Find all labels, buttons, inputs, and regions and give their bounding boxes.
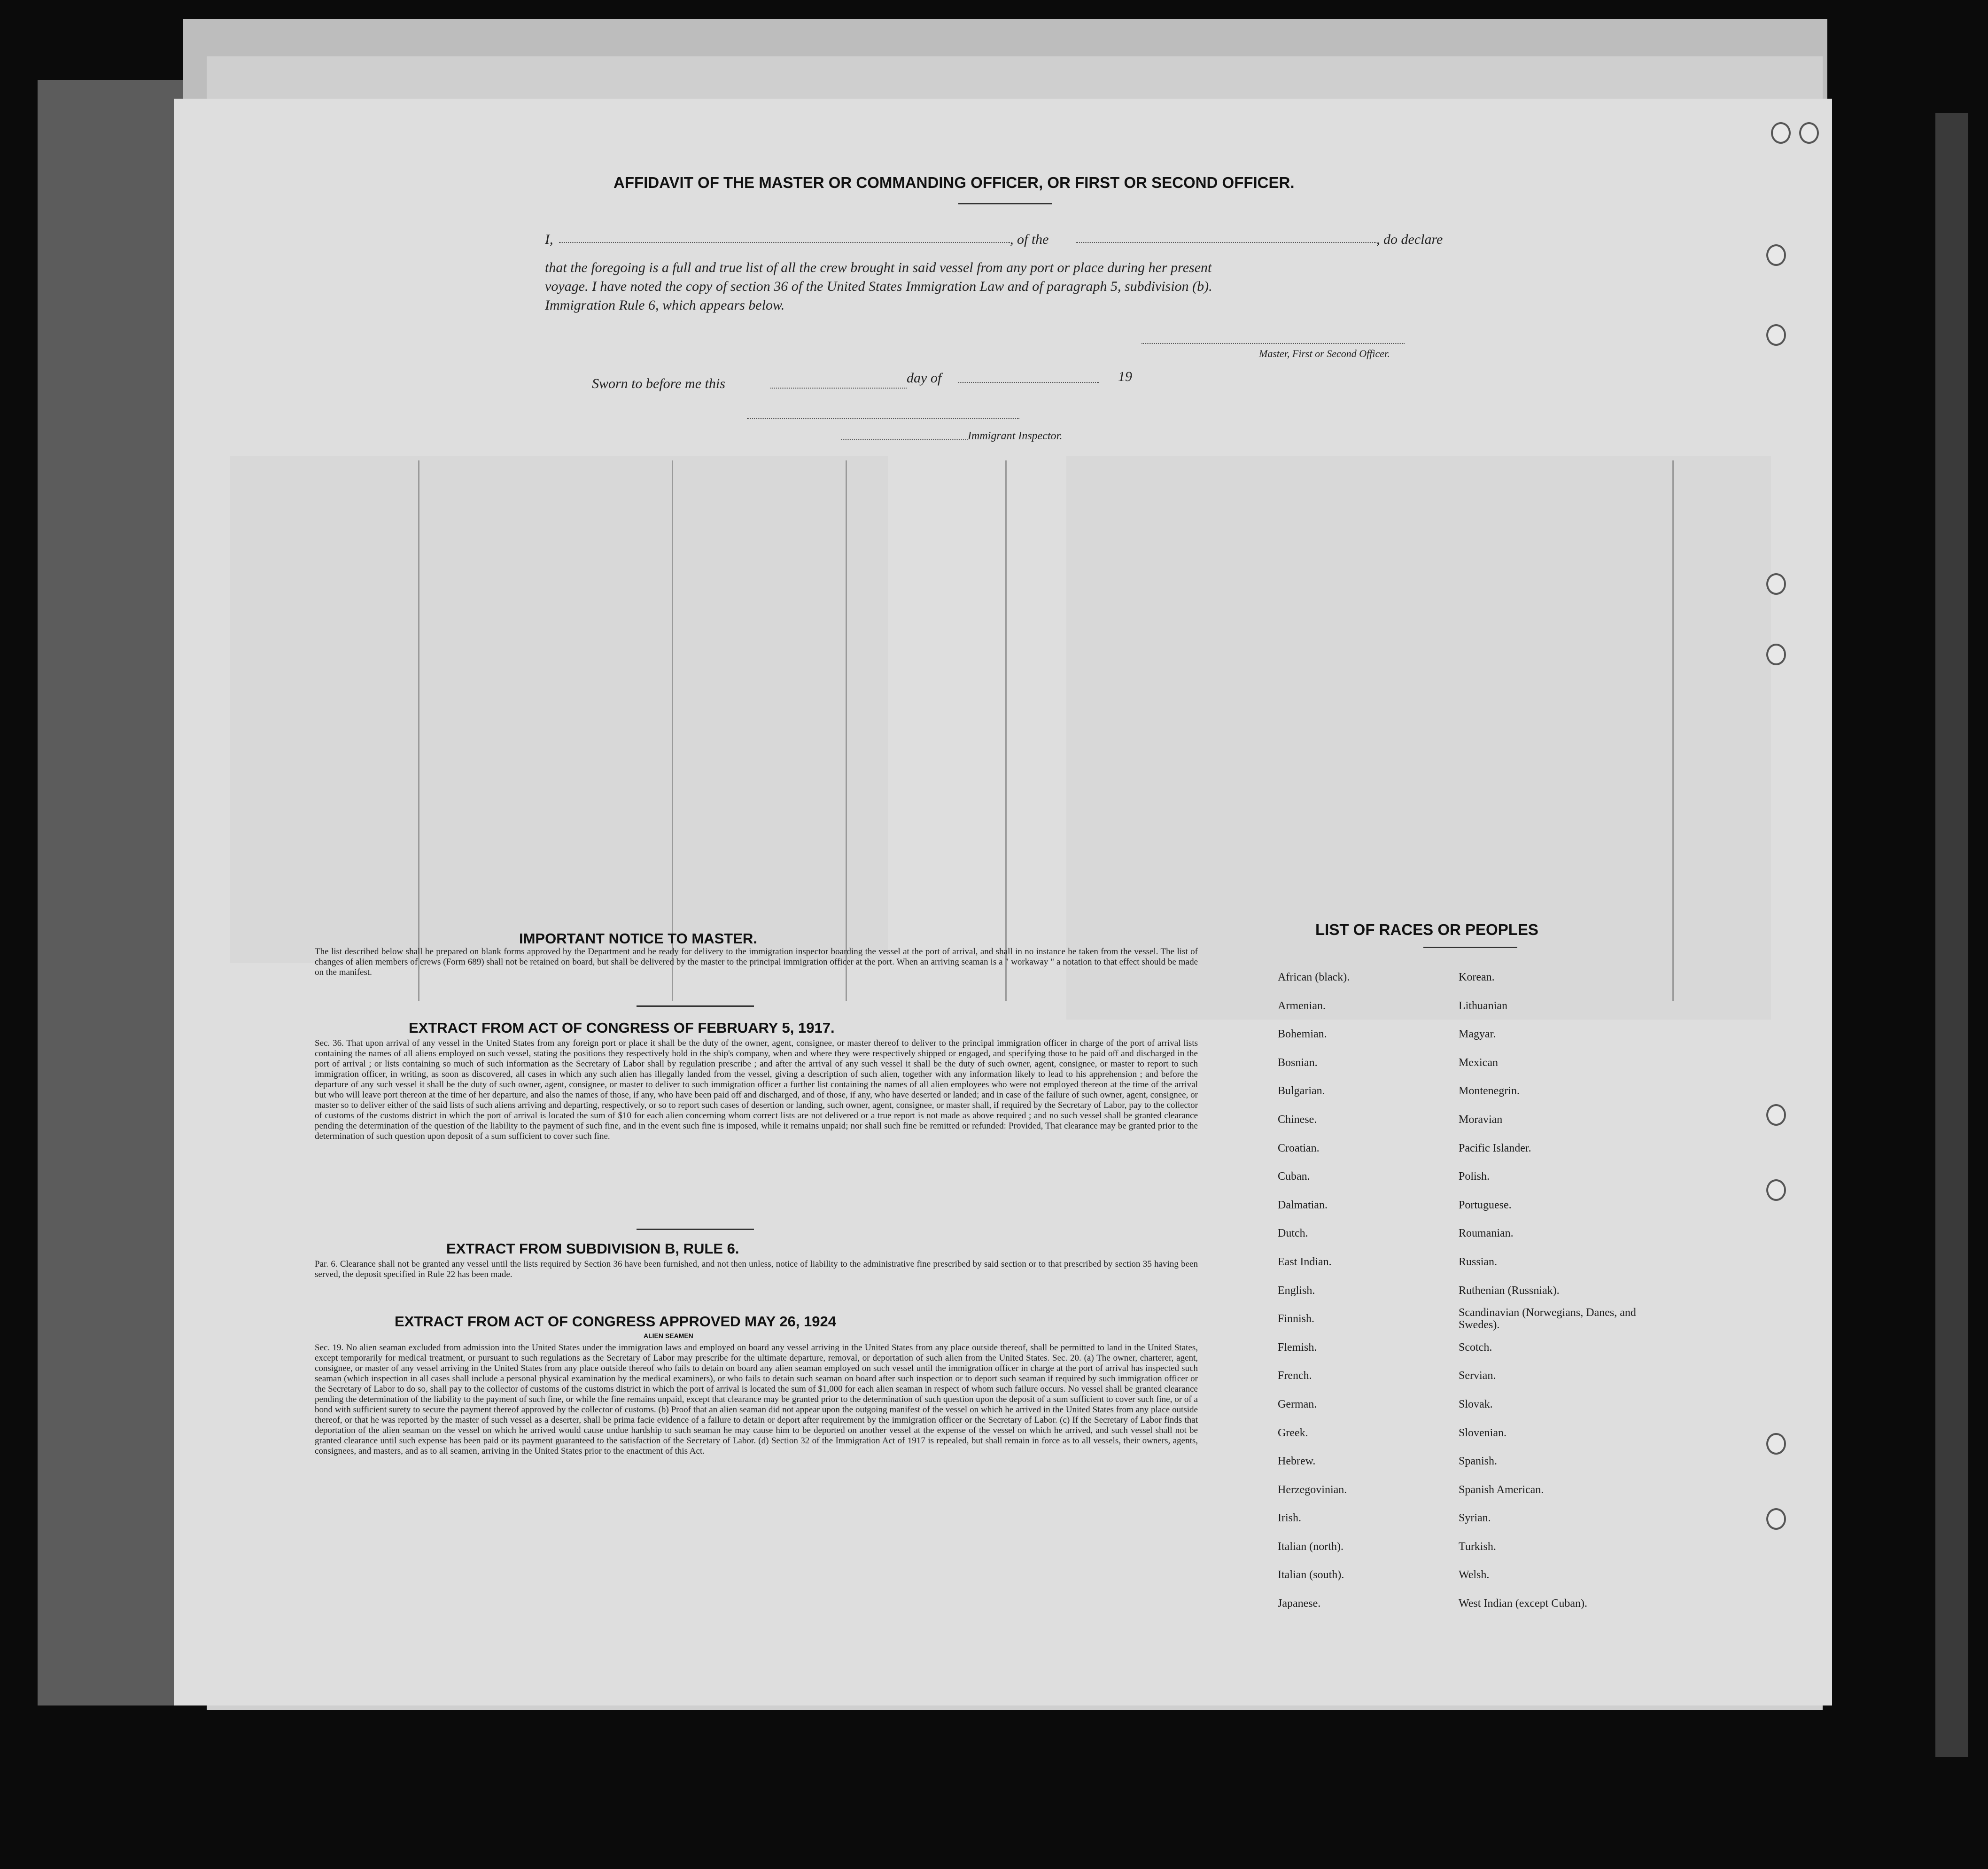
affidavit-of-the-label: , of the	[1010, 232, 1049, 247]
race-item: Pacific Islander.	[1459, 1142, 1531, 1154]
race-item: Scotch.	[1459, 1341, 1492, 1354]
divider	[637, 1229, 754, 1230]
race-item: Italian (south).	[1278, 1569, 1344, 1581]
binder-hole	[1766, 1433, 1786, 1455]
sworn-label: Sworn to before me this	[592, 376, 725, 391]
race-item: Ruthenian (Russniak).	[1459, 1284, 1560, 1297]
binder-hole	[1771, 122, 1791, 144]
race-item: Bosnian.	[1278, 1056, 1318, 1069]
binder-hole	[1766, 244, 1786, 266]
notice-title: IMPORTANT NOTICE TO MASTER.	[519, 930, 757, 947]
act-1924-text: Sec. 19. No alien seaman excluded from admission into the United States under the immigration laws and employed on board any vessel arriving in the United States from any place outside thereof, shall be permitted to land in the United States, except temporarily for medical treatment, or pursuant to such regulations as the Secretary of Labor may prescribe for the ultimate departure, removal, or deportation of such alien from the United States. Sec. 20. (a) The owner, charterer, agent, consignee, or master of any vessel arriving in the United States from any place outside thereof who fails to detain on board any alien seaman employed on such vessel until the immigration officer in charge at the port of arrival has inspected such seaman (which inspection in all cases shall include a personal physical examination by the medical examiners), or who fails to detain such seaman on board after such inspection or to deport such seaman if required by such immigration officer or the Secretary of Labor to do so, shall pay to the collector of customs of the customs district in which the port of arrival is located the sum of $1,000 for each alien seaman in respect of whom such failure occurs. No vessel shall be granted clearance pending the determination of the liability to the payment of such fine, or while the fine remains unpaid, except that clearance may be granted prior to the determination of such question upon the deposit of a sum sufficient to cover such fine, or of a bond with sufficient surety to secure the payment thereof approved by the collector of customs. (b) Proof that an alien seaman did not appear upon the outgoing manifest of the vessel on which he arrived in the United States from any place outside thereof, or that he was reported by the master of such vessel as a deserter, shall be prima facie evidence of a failure to detain or deport after requirement by the immigration officer or the Secretary of Labor. (c) If the Secretary of Labor finds that deportation of the alien seaman on the vessel on which he arrived would cause undue hardship to such seaman he may cause him to be deported on another vessel at the expense of the vessel on which he arrived, and such vessel shall not be granted clearance until such expense has been paid or its payment guaranteed to the satisfaction of the Secretary of Labor. (d) Section 32 of the Immigration Act of 1917 is repealed, but shall remain in force as to all vessels, their owners, agents, consignees, and masters, and as to all seamen, arriving in the United States prior to the enactment of this Act.	[315, 1343, 1198, 1456]
race-item: Bohemian.	[1278, 1028, 1327, 1041]
affidavit-statement-line1: that the foregoing is a full and true list of all the crew brought in said vessel from any port or place during her present	[545, 260, 1212, 275]
notice-text: The list described below shall be prepared on blank forms approved by the Department and be ready for delivery to the immigration inspector boarding the vessel at the port of arrival, and shall in no instance be taken from the vessel. The list of changes of alien members of crews (Form 689) shall not be retained on board, but shall be delivered by the master to the principal immigration officer at the port. When an arriving seaman is a " workaway " a notation to that effect should be made on the manifest.	[315, 947, 1198, 977]
race-item: Bulgarian.	[1278, 1085, 1325, 1098]
inspector-name-line[interactable]	[841, 439, 968, 440]
race-item: Japanese.	[1278, 1597, 1321, 1610]
binder-hole	[1766, 1508, 1786, 1530]
race-item: Polish.	[1459, 1170, 1490, 1183]
divider	[637, 1005, 754, 1007]
affidavit-statement-line3: Immigration Rule 6, which appears below.	[545, 297, 785, 313]
race-item: Croatian.	[1278, 1142, 1320, 1154]
race-item: Roumanian.	[1459, 1227, 1514, 1240]
race-item: Greek.	[1278, 1426, 1308, 1439]
binder-hole	[1799, 122, 1819, 144]
manifest-page	[174, 99, 1832, 1705]
race-item: Russian.	[1459, 1255, 1498, 1268]
race-item: West Indian (except Cuban).	[1459, 1597, 1587, 1610]
races-title: LIST OF RACES OR PEOPLES	[1315, 921, 1538, 938]
sworn-month-line[interactable]	[958, 382, 1099, 383]
binder-hole	[1766, 1179, 1786, 1201]
races-left-column	[1278, 963, 1350, 1618]
master-signature-label: Master, First or Second Officer.	[1259, 348, 1390, 359]
race-item: Flemish.	[1278, 1341, 1317, 1354]
act-1924-title: EXTRACT FROM ACT OF CONGRESS APPROVED MAY 26, 1924	[395, 1313, 836, 1330]
race-item: Lithuanian	[1459, 999, 1507, 1012]
rule6-title: EXTRACT FROM SUBDIVISION B, RULE 6.	[446, 1240, 739, 1257]
master-signature-line[interactable]	[1142, 343, 1405, 344]
race-item: Hebrew.	[1278, 1455, 1316, 1468]
race-item: Korean.	[1459, 971, 1495, 983]
act-1917-title: EXTRACT FROM ACT OF CONGRESS OF FEBRUARY 5, 1917.	[409, 1020, 835, 1036]
race-item: Irish.	[1278, 1512, 1301, 1525]
race-item: Magyar.	[1459, 1028, 1496, 1041]
rule6-text: Par. 6. Clearance shall not be granted any vessel until the lists required by Section 36 have been furnished, and not then unless, notice of liability to the administrative fine prescribed by said section or to that prescribed by section 35 having been served, the deposit specified in Rule 22 has been made.	[315, 1259, 1198, 1279]
year-label: 19	[1118, 369, 1132, 384]
race-item: Moravian	[1459, 1113, 1503, 1126]
race-item: Dalmatian.	[1278, 1199, 1328, 1211]
act-1917-text: Sec. 36. That upon arrival of any vessel in the United States from any foreign port or place it shall be the duty of the owner, agent, consignee, or master thereof to deliver to the principal immigration officer in charge of the port of arrival lists containing the names of all aliens employed on such vessel, stating the positions they respectively hold in the ship's company, when and where they were respectively shipped or engaged, and specifying those to be paid off and discharged in the port of arrival ; or lists containing so much of such information as the Secretary of Labor shall by regulation prescribe ; and after the arrival of any such vessel it shall be the duty of such owner, agent, consignee, or master to report to such immigration officer, in writing, as soon as discovered, all cases in which any such alien has illegally landed from the vessel, giving a description of such alien, together with any information likely to lead to his apprehension ; and before the departure of any such vessel it shall be the duty of such owner, agent, consignee, or master to deliver to such immigration officer a further list containing the names of all alien employees who were not employed thereon at the time of the arrival but who will leave port thereon at the time of her departure, and also the names of those, if any, who have been paid off and discharged, and of those, if any, who have deserted or landed; and in case of the failure of such owner, agent, consignee, or master so to deliver either of the said lists of such aliens arriving and departing, respectively, or so to report such cases of desertion or landing, such owner, agent, consignee, or master shall, if required by the Secretary of Labor, pay to the collector of customs of the customs district in which the port of arrival is located the sum of $10 for each alien concerning whom correct lists are not delivered or a true report is not made as above required ; and no such vessel shall be granted clearance pending the determination of the question of the liability to the payment of such fine, and in the event such fine is imposed, while it remains unpaid; nor shall such fine be remitted or refunded: Provided, That clearance may be granted prior to the determination of such question upon deposit of a sum sufficient to cover such fine.	[315, 1038, 1198, 1141]
act-1924-subtitle: ALIEN SEAMEN	[644, 1332, 693, 1339]
background-sheet-right-edge	[1935, 113, 1968, 1757]
race-item: German.	[1278, 1398, 1317, 1410]
race-item: Spanish.	[1459, 1455, 1498, 1468]
divider	[1423, 947, 1517, 948]
race-item: Chinese.	[1278, 1113, 1317, 1126]
column-rule	[1005, 460, 1007, 1001]
affidavit-title: AFFIDAVIT OF THE MASTER OR COMMANDING OFFICER, OR FIRST OR SECOND OFFICER.	[613, 174, 1295, 191]
race-item: English.	[1278, 1284, 1315, 1297]
column-rule	[1672, 460, 1674, 1001]
race-item: Slovak.	[1459, 1398, 1493, 1410]
bleed-through-left	[230, 456, 888, 963]
affidavit-i-label: I,	[545, 232, 553, 247]
race-item: Spanish American.	[1459, 1483, 1544, 1496]
master-name-line[interactable]	[559, 242, 1010, 243]
race-item: Armenian.	[1278, 999, 1326, 1012]
race-item: Portuguese.	[1459, 1199, 1512, 1211]
affidavit-do-declare-label: , do declare	[1376, 232, 1443, 247]
race-item: Welsh.	[1459, 1569, 1490, 1581]
race-item: Servian.	[1459, 1370, 1496, 1382]
inspector-signature-line[interactable]	[747, 418, 1019, 419]
race-item: Dutch.	[1278, 1227, 1308, 1240]
race-item: Cuban.	[1278, 1170, 1310, 1183]
binder-hole	[1766, 644, 1786, 665]
binder-hole	[1766, 324, 1786, 346]
race-item: Herzegovinian.	[1278, 1483, 1347, 1496]
race-item: French.	[1278, 1370, 1312, 1382]
race-item: East Indian.	[1278, 1255, 1332, 1268]
race-item: Italian (north).	[1278, 1540, 1343, 1553]
race-item: Turkish.	[1459, 1540, 1496, 1553]
race-item: Slovenian.	[1459, 1426, 1507, 1439]
column-rule	[846, 460, 847, 1001]
inspector-label: Immigrant Inspector.	[968, 430, 1063, 442]
binder-hole	[1766, 573, 1786, 595]
sworn-day-line[interactable]	[770, 388, 907, 389]
binder-hole	[1766, 1104, 1786, 1126]
day-of-label: day of	[907, 370, 942, 386]
race-item: Scandinavian (Norwegians, Danes, and Swedes).	[1459, 1307, 1636, 1332]
races-right-column	[1459, 963, 1656, 1618]
column-rule	[672, 460, 673, 1001]
divider	[958, 203, 1052, 204]
race-item: Montenegrin.	[1459, 1085, 1520, 1098]
race-item: African (black).	[1278, 971, 1350, 983]
vessel-name-line[interactable]	[1076, 242, 1376, 243]
race-item: Finnish.	[1278, 1313, 1315, 1325]
column-rule	[418, 460, 419, 1001]
race-item: Syrian.	[1459, 1512, 1491, 1525]
affidavit-statement-line2: voyage. I have noted the copy of section 36 of the United States Immigration Law and of paragraph 5, subdivision (b).	[545, 279, 1212, 294]
race-item: Mexican	[1459, 1056, 1498, 1069]
